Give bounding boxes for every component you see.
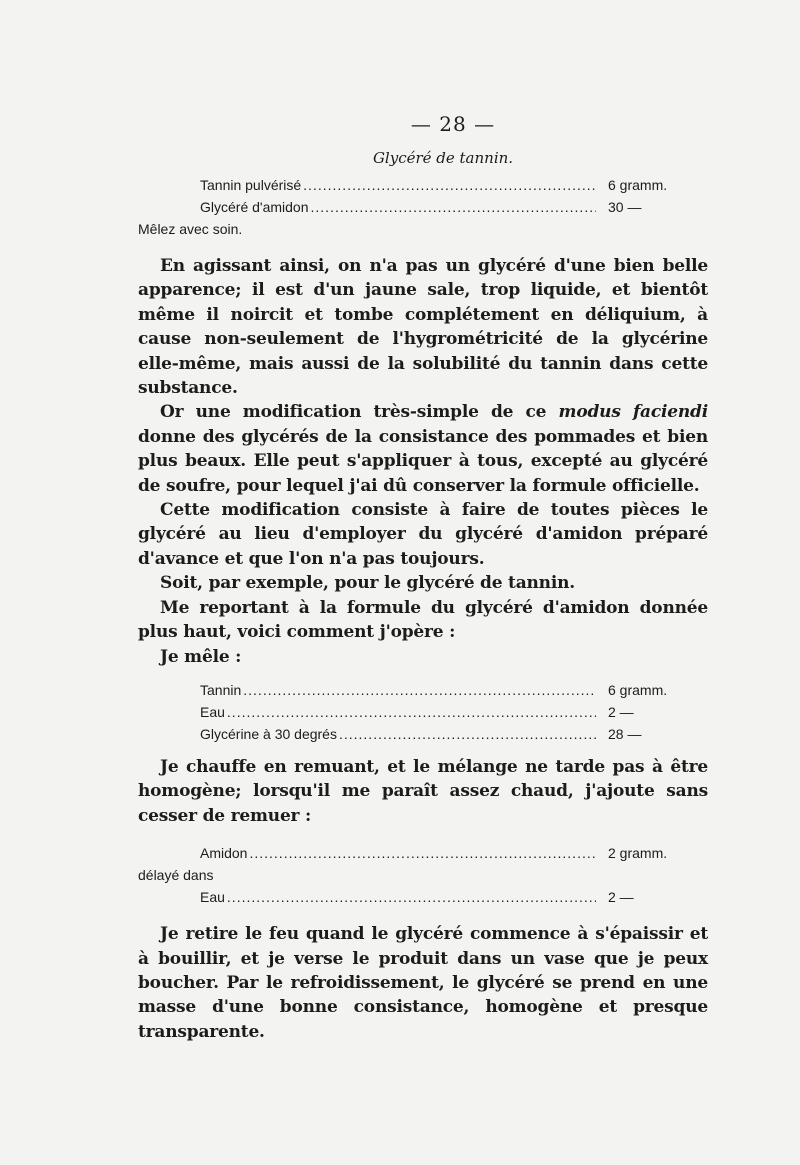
latin-phrase: modus faciendi <box>558 402 709 423</box>
formula-row <box>138 723 708 745</box>
leader-dots <box>243 679 596 701</box>
paragraph-3: Cette modification consiste à faire de toutes pièces le glycéré au lieu d'employer du glycéré d'amidon préparé d'avance et que l'on n'a pas toujours. <box>138 500 708 569</box>
ingredient-label: Tannin <box>200 681 242 698</box>
ingredient-quantity: 6 gramm. <box>608 177 668 193</box>
ingredient-label: Glycéré d'amidon <box>200 199 309 215</box>
recipe-heading: Glycéré de tannin. <box>372 149 514 167</box>
paragraph-5: Me reportant à la formule du glycéré d'amidon donnée plus haut, voici comment j'opère : <box>138 597 708 643</box>
ingredient-quantity: 2 — <box>608 889 634 906</box>
leader-dots <box>249 842 596 864</box>
ingredient-label: Glycérine à 30 degrés <box>200 725 337 742</box>
paragraph-1: En agissant ainsi, on n'a pas un glycéré d'une bien belle apparence; il est d'un jaune sale, trop liquide, et bientôt même il noircit et tombe complétement en déliquium, à cause non-seulement de l'hygrométricité de la glycérine elle-même, mais aussi de la solubilité du tannin dans cette substance. <box>138 256 708 399</box>
formula-starch <box>138 842 708 908</box>
formula-row <box>138 701 708 723</box>
page-number: — 28 — <box>410 112 496 136</box>
paragraph-6: Je mêle : <box>160 646 242 667</box>
ingredient-label: Eau <box>200 703 225 720</box>
formula-note: Mêlez avec soin. <box>138 221 243 237</box>
formula-row <box>138 842 708 864</box>
paragraph-4: Soit, par exemple, pour le glycéré de tannin. <box>160 573 575 594</box>
formula-tannin-glycere <box>138 174 708 240</box>
ingredient-label: Eau <box>200 889 225 906</box>
leader-dots <box>311 196 597 218</box>
paragraph-8: Je retire le feu quand le glycéré commence à s'épaissir et à bouillir, et je verse le produit dans un vase que je peux boucher. Par le refroidissement, le glycéré se prend en une masse d'une bonne consistance, homogène et presque transparente. <box>138 924 708 1042</box>
formula-row <box>138 886 708 908</box>
ingredient-quantity: 6 gramm. <box>608 681 668 698</box>
paragraph-2: Or une modification très-simple de ce modus faciendi donne des glycérés de la consistance des pommades et bien plus beaux. Elle peut s'appliquer à tous, excepté au glycéré de soufre, pour lequel j'ai dû conserver la formule officielle. <box>138 402 709 496</box>
formula-row <box>138 174 708 196</box>
formula-row <box>138 196 708 218</box>
ingredient-quantity: 30 — <box>608 199 642 215</box>
ingredient-label: Amidon <box>200 845 248 862</box>
leader-dots <box>227 701 596 723</box>
leader-dots <box>339 723 596 745</box>
ingredient-quantity: 28 — <box>608 725 642 742</box>
leader-dots <box>227 886 596 908</box>
ingredient-label: Tannin pulvérisé <box>200 177 302 193</box>
ingredient-quantity: 2 gramm. <box>608 845 668 862</box>
paragraph-7: Je chauffe en remuant, et le mélange ne tarde pas à être homogène; lorsqu'il me paraît assez chaud, j'ajoute sans cesser de remuer : <box>138 756 708 826</box>
leader-dots <box>303 174 596 196</box>
formula-mixture <box>138 679 708 745</box>
formula-row <box>138 679 708 701</box>
ingredient-quantity: 2 — <box>608 703 634 720</box>
formula-note: délayé dans <box>138 867 214 884</box>
